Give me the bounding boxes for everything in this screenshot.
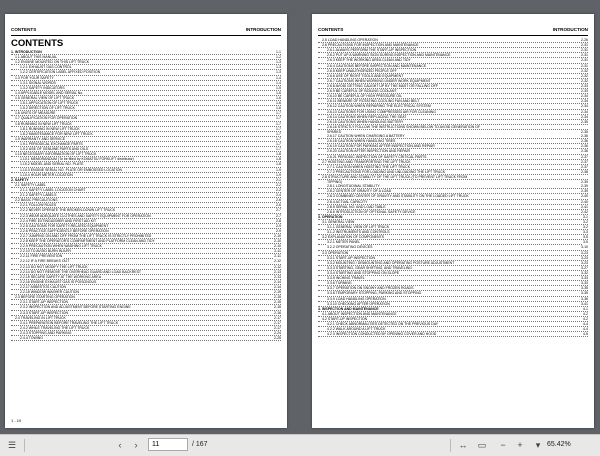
- toc-entry-title: 2.1 SAFETY LABEL: [15, 182, 47, 187]
- sidebar-toggle-icon[interactable]: ☰: [7, 440, 17, 450]
- toc-entry-title: 3.3 OPERATION: [322, 250, 349, 255]
- toc-entry-title: 4. INSPECTION AND MAINTENANCE: [318, 306, 379, 311]
- toc-entry-title: 2.8.5 SERIAL NO. AND LOAD TABLE: [327, 204, 386, 209]
- toc-entry-page: 2-36: [580, 144, 588, 149]
- zoom-in-icon[interactable]: +: [517, 440, 523, 450]
- toc-entry-page: 1-7: [275, 147, 281, 152]
- toc-entry-title: 2.6.12 CAUTION WHEN REPAIRING THE ELECTRICAL SYSTEM: [327, 104, 431, 109]
- toc-entry-page: 3-33: [580, 276, 588, 281]
- toc-entry-page: 2-35: [580, 119, 588, 124]
- toc-entry-title: 1.2 ENGINE MOUNTED ON THIS LIFT TRUCK: [15, 60, 90, 65]
- toc-entry-page: 3-2: [582, 219, 588, 224]
- toc-entry-page: 2-15: [273, 295, 281, 300]
- toolbar-separator: [450, 439, 451, 452]
- toc-entry-page: 3-2: [582, 225, 588, 230]
- toc-entry-page: 2-25: [273, 336, 281, 341]
- toc-entry-page: 2-36: [580, 134, 588, 139]
- toc-entry-page: 2-40: [580, 199, 588, 204]
- toc-entry-page: 3-23: [580, 260, 588, 265]
- toc-entry-page: 1-9: [275, 167, 281, 172]
- toc-entry-page: 1-8: [275, 157, 281, 162]
- toc-entry-title: 2.2.10 TO AVOID BURN INJURY: [20, 249, 72, 254]
- toc-entry-title: 2.6.5 KEEP UNAUTHORIZED PEOPLE OFF: [327, 68, 397, 73]
- toc-entry-title: 2.4.2 WHILE TRAVELING THE LIFT TRUCK: [20, 325, 90, 330]
- toc-entry-page: 1-7: [275, 111, 281, 116]
- toc-entry-page: 2-32: [580, 78, 588, 83]
- toc-entry-title: 1.7 QUALIFICATION FOR OPERATION: [15, 116, 78, 121]
- header-left-text: CONTENTS: [318, 27, 344, 32]
- toc-entry-page: 3-5: [582, 240, 588, 245]
- toc-entry-title: 2.2.14 DO NOT REMOVE THE OVERHEAD GUARD AND LOAD BACKREST: [20, 269, 142, 274]
- toc-entry-title: 2.2.15 SECURE SAFETY AT THE WORKING AREA: [20, 274, 102, 279]
- zoom-dropdown-icon[interactable]: ▾: [535, 440, 541, 450]
- toc-entry-page: 2-14: [273, 285, 281, 290]
- toc-entry-page: 3-35: [580, 286, 588, 291]
- toc-entry-page: 2-17: [273, 320, 281, 325]
- header-right-text: INTRODUCTION: [552, 27, 588, 32]
- toc-entry-page: 2-42: [580, 209, 588, 214]
- toc-entry-page: 1-6: [275, 90, 281, 95]
- toc-entry-title: 2. SAFETY: [11, 177, 29, 182]
- page-footer: 1 - 10: [11, 418, 22, 423]
- toc-entry-title: 3.3.10 CHECKING AFTER OPERATION: [327, 301, 390, 306]
- toc-entry-title: SPARKS: [327, 129, 341, 134]
- toolbar-separator: [24, 439, 25, 452]
- next-page-button[interactable]: ›: [134, 440, 138, 450]
- toc-entry-title: 3.1 GENERAL VIEW: [322, 219, 355, 224]
- toc-entry-title: 1.4 APPLICABLE MODEL AND SERIAL No.: [15, 90, 84, 95]
- toc-entry-page: 2-36: [580, 149, 588, 154]
- toc-entry-title: 1.10.3 ENGINE SERIAL NO. PLATE OR EMBOSSED LOCATION: [20, 167, 123, 172]
- toc-entry-title: 2.2.17 ASBESTOS CAUTION: [20, 285, 67, 290]
- toc-entry-title: 2.6.17 CAUTION WHEN CHARGING A BATTERY: [327, 134, 405, 139]
- toc-entry-page: 3-23: [580, 250, 588, 255]
- toc-entry-page: 2-41: [580, 204, 588, 209]
- toc-entry-title: 4.1 ABOUT INSPECTION AND MAINTENANCE: [322, 311, 397, 316]
- toc-entry-title: 3.3.7 OPERATION ON SNOWY AND FROZEN ROADS: [327, 286, 414, 291]
- toc-entry-page: 2-31: [580, 53, 588, 58]
- toc-entry-title: 3. OPERATION: [318, 214, 343, 219]
- toc-entry-title: 2.6.7 CAUTIONS WHEN WORKING UNDER WORK EQUIPMENT: [327, 78, 431, 83]
- toc-entry-page: 3-33: [580, 281, 588, 286]
- toc-entry-title: 2.6.8 AVOID GETTING CAUGHT UP BY THE MAST OR FALLING OFF: [327, 83, 438, 88]
- toc-entry-title: 2.4.4 TOWING: [20, 336, 44, 341]
- toc-entry-title: 3.3.9 LOAD HANDLING OPERATION: [327, 296, 386, 301]
- toc-entry-page: 2-33: [580, 83, 588, 88]
- page-header: [318, 26, 588, 36]
- toc-entry-title: 3.3.4 STARTING AND STOPPING ON SLOPE: [327, 271, 400, 276]
- page-count: / 167: [192, 441, 208, 448]
- toc-entry-page: 2-37: [580, 159, 588, 164]
- toc-entry-title: 2.2.6 PRACTICE SUFFICIENTLY BEFORE OPERATION: [20, 228, 109, 233]
- toc-entry-title: 2.6.16 STRICTLY FOLLOW THE INSTRUCTIONS SHOWN BELOW TO AVOID GENERATION OF: [327, 124, 480, 129]
- toc-entry-title: 2.2.1 FOLLOW RULES: [20, 203, 57, 208]
- toc-entry-page: 1-7: [275, 141, 281, 146]
- toc-entry-title: 2.6.9 BE CAREFUL OF BOILING COOLANT: [327, 89, 397, 94]
- toc-entry-page: 1-3: [275, 60, 281, 65]
- toc-entry-page: 1-9: [275, 172, 281, 177]
- toc-entry-page: 1-7: [275, 116, 281, 121]
- toc-entry-title: 2.2.3 WEAR ADEQUATE CLOTHES AND SAFETY EQUIPMENT FOR OPERATION: [20, 213, 151, 218]
- fit-width-icon[interactable]: ↔: [458, 440, 468, 450]
- toc-entry-page: 2-10: [273, 239, 281, 244]
- toc-entry-title: 2.2.18 WINDOW WASHER CAUTION: [20, 290, 79, 295]
- toc-entry-title: 2.3.3 START-UP INSPECTION: [20, 310, 69, 315]
- toc-entry-title: 2.2.8 KEEP THE OPERATOR'S COMPARTMENT AND PLATFORM CLEAN AND TIDY: [20, 239, 155, 244]
- toc-entry-title: 3.3.1 START-UP INSPECTION: [327, 255, 376, 260]
- toc-entry-page: 2-26: [580, 38, 588, 42]
- toc-entry-title: 3.3.6 TURNING: [327, 281, 352, 286]
- toc-entry-title: 2.3.2 INSPECTION AND ADJUSTMENT BEFORE STARTING ENGINE: [20, 305, 131, 310]
- toc-entry-page: 2-12: [273, 259, 281, 264]
- toc-entry-title: 1.5.2 DIRECTION OF LIFT TRUCK: [20, 106, 75, 111]
- toc-entry-page: 2-2: [275, 187, 281, 192]
- toc-entry-page: 2-34: [580, 114, 588, 119]
- toc-entry-page: 3-36: [580, 296, 588, 301]
- toc-entry-title: 1.5 GENERAL VIEW OF LIFT TRUCK: [15, 95, 75, 100]
- toc-entry-title: 2.2.5 CAUTIONS FOR SAFETY-RELATED EQUIPMENT: [20, 223, 109, 228]
- toc-entry-title: 4.2.3 INSPECTION CONDUCTED BY OPENING COVER AND HOOD: [327, 332, 437, 337]
- toc-list-left: [11, 50, 281, 341]
- toc-entry-title: 1.8 RUNNING IN NEW LIFT TRUCK: [15, 121, 72, 126]
- zoom-out-icon[interactable]: −: [500, 440, 506, 450]
- toc-entry-page: 1-8: [275, 152, 281, 157]
- toc-entry[interactable]: [318, 332, 588, 337]
- toc-entry-title: 1.3.1 SIGNAL WORDS: [20, 80, 56, 85]
- toc-entry-title: 2.4 TRAVELING IN LIFT TRUCK: [15, 315, 66, 320]
- toc-entry-page: 2-7: [275, 208, 281, 213]
- toc-entry-title: 1.2.2 CERTIFICATION LABEL AFFIXED POSITION: [20, 70, 101, 75]
- toc-entry-page: 1-5: [275, 85, 281, 90]
- toc-entry-page: 2-9: [275, 228, 281, 233]
- toc-entry-title: 1.9 WARRANTY AND SERVICE: [15, 136, 66, 141]
- toc-entry-title: 2.2.11 FIRE PREVENTION: [20, 254, 63, 259]
- previous-page-button[interactable]: ‹: [118, 440, 122, 450]
- toc-entry-title: 2.8.6 INTRODUCTION OF OPTIONAL SAFETY DEVICE: [327, 209, 416, 214]
- toc-entry-page: 1-7: [275, 131, 281, 136]
- toc-entry-page: 1-4: [275, 80, 281, 85]
- toc-entry-page: 2-31: [580, 43, 588, 48]
- toc-entry-title: 2.6.3 KEEP THE WORKING AREA CLEAN AND TIDY: [327, 58, 411, 63]
- toc-entry-title: 4.2.1 CHECK ABNORMALITIES DETECTED ON THE PREVIOUS DAY: [327, 322, 439, 327]
- toc-entry-title: 2.1.1 SAFETY LABEL LOCATION CHART: [20, 187, 86, 192]
- toc-entry-title: 2.6.4 CAUTIONS BEFORE INSPECTION AND MAINTENANCE: [327, 63, 427, 68]
- toc-entry-page: 2-39: [580, 184, 588, 189]
- toc-entry-title: 3.3.3 STARTING, GEAR SHIFTING, AND TRAVELING: [327, 265, 412, 270]
- toc-entry-page: 2-11: [274, 254, 281, 259]
- toc-entry-title: 2.6.19 CAUTION FOR PARKING AFTER INSPECTION AND REPAIR: [327, 144, 435, 149]
- toc-entry-title: 2.1.2 SAFETY LABELS: [20, 193, 57, 198]
- toc-entry-page: 1-7: [275, 126, 281, 131]
- toc-entry-page: 4-2: [582, 311, 588, 316]
- toc-entry-page: 1-4: [275, 75, 281, 80]
- toc-entry-page: 4-2: [582, 317, 588, 322]
- toc-entry-title: 1.10.1 MEMORANDUM (To be filled by KOMATSU FORKLIFT distributor): [20, 157, 134, 162]
- toc-entry-page: 2-35: [580, 129, 588, 134]
- toc-entry-page: 3-3: [582, 230, 588, 235]
- toc-entry-page: 1-7: [275, 136, 281, 141]
- toc-entry-page: 2-24: [273, 331, 281, 336]
- toc-entry[interactable]: [11, 336, 281, 341]
- toc-entry-page: 2-32: [580, 73, 588, 78]
- toc-entry-page: 2-10: [273, 233, 281, 238]
- toc-entry-title: 2.2.13 DO NOT MODIFY THE LIFT TRUCK: [20, 264, 88, 269]
- toc-entry-title: 1.3.2 SAFETY INDICATORS: [20, 85, 65, 90]
- toc-entry-page: 2-31: [580, 48, 588, 53]
- toc-entry-title: 2.8.3 COMBINED CENTER OF GRAVITY AND STABILITY ON THE LOADED LIFT TRUCK: [327, 194, 469, 199]
- toc-entry-page: 2-2: [275, 182, 281, 187]
- toc-entry-title: 3.2.2 OPERATING DEVICES: [327, 245, 373, 250]
- toc-entry-page: 3-32: [580, 271, 588, 276]
- toc-entry-page: 2-7: [275, 213, 281, 218]
- toc-entry-title: 3.1.1 GENERAL VIEW OF LIFT TRUCK: [327, 225, 390, 230]
- toc-entry-title: 2.6.2 PUT UP A WARNING SIGN DURING INSPECTION AND MAINTENANCE: [327, 53, 451, 58]
- toc-entry-page: 2-38: [580, 169, 588, 174]
- toc-entry-page: 2-31: [580, 58, 588, 63]
- toc-entry-page: 3-1: [582, 214, 588, 219]
- toc-entry-title: 1.10.4 HOUR METER LOCATION: [20, 172, 73, 177]
- toc-entry-title: 2.8.2 CENTER OF GRAVITY OF A LOAD: [327, 189, 392, 194]
- toc-entry-page: 2-6: [275, 198, 281, 203]
- toc-entry-title: 2.2.4 FIRE EXTINGUISHER AND FIRST AID KIT: [20, 218, 97, 223]
- toc-entry-page: 3-35: [580, 291, 588, 296]
- toc-entry-title: 2.7 HOISTING AND TRANSPORTING THE LIFT TRUCK: [322, 159, 411, 164]
- viewer-toolbar: [0, 434, 600, 456]
- toc-entry-title: 2.2.9 PRECAUTION WHEN WASHING LIFT TRUCK: [20, 244, 103, 249]
- toc-list-right: [318, 38, 588, 337]
- header-left-text: CONTENTS: [11, 27, 37, 32]
- toc-entry-title: 3.3.5 INCHING TRAVEL: [327, 276, 365, 281]
- toc-entry-page: 2-10: [273, 244, 281, 249]
- zoom-level[interactable]: 65.42%: [547, 441, 571, 448]
- toc-entry-page: 2-15: [273, 300, 281, 305]
- toc-entry-title: 3.1.2 INSTRUMENTS AND CONTROLS: [327, 230, 390, 235]
- toc-entry-page: 2-13: [273, 274, 281, 279]
- toc-entry-title: 3.3.2 MOUNTING / DISMOUNTING AND OPERATING POSTURE ADJUSTMENT: [327, 260, 455, 265]
- toc-entry-title: 2.3.1 START-UP INSPECTION: [20, 300, 69, 305]
- toc-entry-page: 4-4: [582, 322, 588, 327]
- toc-entry-page: 3-10: [580, 245, 588, 250]
- toc-entry-page: 2-8: [275, 218, 281, 223]
- toc-entry-title: 1.1 ABOUT THIS MANUAL: [15, 55, 58, 60]
- toc-entry-page: 1-6: [275, 101, 281, 106]
- toc-entry-title: 3.2 EXPLANATION OF COMPONENTS: [322, 235, 384, 240]
- toc-entry-title: 2.4.3 STOPPING AND PARKING: [20, 331, 72, 336]
- toc-entry-page: 2-32: [580, 68, 588, 73]
- header-right-text: INTRODUCTION: [245, 27, 281, 32]
- toc-entry-title: 2.3 BEFORE STARTING OPERATION: [15, 295, 75, 300]
- toc-entry-title: 1.6 UNITS OF MEASURE: [15, 111, 56, 116]
- toc-entry-page: 2-1: [275, 177, 281, 182]
- toc-entry-page: 4-5: [582, 332, 588, 337]
- toc-entry-page: 3-27: [580, 265, 588, 270]
- toc-entry-title: 2.6.1 ALWAYS PERFORM THE START-UP INSPECTION: [327, 48, 417, 53]
- toc-entry-page: 1-8: [275, 162, 281, 167]
- toc-entry-title: 2.5 LOAD HANDLING OPERATION: [322, 38, 378, 42]
- toc-entry-title: 2.6.18 CAUTION WHEN HANDLING TIRES: [327, 139, 396, 144]
- toc-entry-page: 2-17: [273, 325, 281, 330]
- toc-entry-title: 1. INTRODUCTION: [11, 50, 42, 54]
- toc-entry-page: 2-31: [580, 63, 588, 68]
- toc-entry-title: 2.2 BASIC PRECAUTIONS: [15, 198, 58, 203]
- toc-entry-title: 3.3.8 TEMPORARY STOPPING, PARKING AND STOPPING: [327, 291, 422, 296]
- toc-entry-page: 3-5: [582, 235, 588, 240]
- toc-entry-title: 2.8.1 LONGITUDINAL STABILITY: [327, 184, 380, 189]
- toc-entry-title: 1.9.1 PERIODICAL EXCHANGE PARTS: [20, 141, 83, 146]
- fit-page-icon[interactable]: ▭: [477, 440, 487, 450]
- toc-entry-page: 2-4: [275, 193, 281, 198]
- toc-entry-title: 1.3 FOR YOUR SAFETY: [15, 75, 54, 80]
- toc-entry-title: 2.6.13 CAUTIONS FOR USING COMPRESSED AIR FOR CLEANING: [327, 109, 436, 114]
- toc-entry-page: 2-33: [580, 89, 588, 94]
- toc-entry-page: 2-16: [273, 310, 281, 315]
- toc-entry-title: 3.2.1 METER PANEL: [327, 240, 361, 245]
- toc-entry-page: 3-23: [580, 255, 588, 260]
- contents-title: CONTENTS: [11, 38, 64, 49]
- toc-entry-page: 2-9: [275, 223, 281, 228]
- toc-entry-title: 1.5.1 APPLICATION OF LIFT TRUCK: [20, 101, 79, 106]
- toc-entry-title: 2.7.1 CAUTION WHEN HOISTING THE LIFT TRUCK: [327, 164, 411, 169]
- toc-entry-title: 2.7.2 PRECAUTIONS FOR LOADING AND UNLOADING THE LIFT TRUCK: [327, 169, 446, 174]
- toc-entry-page: 2-39: [580, 189, 588, 194]
- toc-entry-page: 2-34: [580, 109, 588, 114]
- toc-entry-title: 1.8.1 RUNNING IN NEW LIFT TRUCK: [20, 126, 80, 131]
- toc-entry-title: 4.2 START-UP INSPECTION: [322, 317, 368, 322]
- toc-entry-page: 2-11: [274, 249, 281, 254]
- toc-entry-page: 4-4: [582, 327, 588, 332]
- toc-entry-page: 2-6: [275, 203, 281, 208]
- toc-entry-page: 1-6: [275, 95, 281, 100]
- document-page-right: [312, 14, 594, 428]
- toc-entry-page: 4-1: [582, 306, 588, 311]
- toc-entry-page: 2-37: [580, 164, 588, 169]
- toc-entry-title: 2.2.16 ENGINE EXHAUST GAS IS POISONOUS: [20, 279, 97, 284]
- toc-entry-page: 2-37: [580, 154, 588, 159]
- toc-entry-title: 2.6.20 CAUTION AFTER INSPECTION AND REPAIR: [327, 149, 410, 154]
- toc-entry-title: 2.2.12 IF A FIRE BREAKS OUT: [20, 259, 70, 264]
- toc-entry-page: 2-40: [580, 194, 588, 199]
- toc-entry-title: 1.10.2 MODEL AND SERIAL NO. PLATE: [20, 162, 84, 167]
- toc-entry-title: 2.6.14 CAUTIONS WHEN REPLACING THE SEAT: [327, 114, 407, 119]
- toc-entry-page: 2-12: [273, 264, 281, 269]
- toc-entry-page: 2-34: [580, 104, 588, 109]
- toc-entry-title: 1.2.1 EXHAUST GAS CONTROL: [20, 65, 72, 70]
- toc-entry-page: 2-36: [580, 139, 588, 144]
- toc-entry-title: 2.8 STRUCTURE AND STABILITY OF THE LIFT TRUCK (TO PREVENT LIFT TRUCK FROM: [322, 174, 468, 179]
- toc-entry-page: 1-6: [275, 106, 281, 111]
- toc-entry-title: 2.4.1 PREPARATION BEFORE TRAVELING THE LIFT TRUCK: [20, 320, 119, 325]
- toc-entry-title: 2.8.4 ACTUAL CAPACITY: [327, 199, 368, 204]
- toc-entry-page: 2-15: [273, 305, 281, 310]
- toc-entry-page: 2-14: [273, 279, 281, 284]
- toc-entry-page: 1-3: [275, 65, 281, 70]
- toc-entry-title: 1.9.2 USE OF GENUINE PARTS AND OILS: [20, 147, 89, 152]
- toc-entry-page: 1-7: [275, 121, 281, 126]
- toc-entry-title: 2.2.2 NEVER OPERATE THE BROKEN-DOWN LIFT TRUCK: [20, 208, 116, 213]
- document-page-left: [5, 14, 287, 428]
- toc-entry-page: 2-39: [580, 180, 588, 185]
- toc-entry-page: 3-41: [580, 301, 588, 306]
- toc-entry-title: 2.6.10 BE CAREFUL OF HIGH PRESSURE OIL: [327, 94, 402, 99]
- toc-entry-title: 2.6 PRECAUTIONS FOR INSPECTION AND MAINTENANCE: [322, 43, 419, 48]
- toc-entry-page: 2-13: [273, 269, 281, 274]
- toc-entry-title: 2.6.15 CAUTIONS WHEN HANDLING BATTERY: [327, 119, 404, 124]
- toc-entry-page: 2-17: [273, 315, 281, 320]
- toc-entry-page: 2-34: [580, 99, 588, 104]
- toc-entry-page: 1-1: [275, 50, 281, 54]
- toc-entry-title: 2.2.7 JUMPING ON AND OFF FROM THE LIFT TRUCK IS STRICTLY PROHIBITED: [20, 233, 152, 238]
- toc-entry-title: 1.8.2 MAINTENANCE FOR NEW LIFT TRUCK: [20, 131, 93, 136]
- toc-entry-title: 2.6.11 BEWARE OF ROTATING COOLING FAN AND BELT: [327, 99, 420, 104]
- toc-entry-title: TIPPING): [327, 180, 343, 185]
- toc-entry-page: 1-2: [275, 55, 281, 60]
- page-number-input[interactable]: [148, 438, 188, 451]
- toc-entry-page: 2-15: [273, 290, 281, 295]
- page-header: [11, 26, 281, 36]
- toc-entry-title: 2.6.21 PERIODIC INSPECTION OF SAFETY CRITICAL PARTS: [327, 154, 427, 159]
- toc-entry-page: 1-3: [275, 70, 281, 75]
- toc-entry-title: 2.6.6 USE OF RIGHT TOOLS AND EQUIPMENT: [327, 73, 404, 78]
- toc-entry-title: 1.10 NECESSARY INFORMATION OF LIFT TRUCK: [15, 152, 97, 157]
- toc-entry-title: 4.2.2 WALK AROUND A LIFT TRUCK: [327, 327, 386, 332]
- toc-entry-page: 2-34: [580, 94, 588, 99]
